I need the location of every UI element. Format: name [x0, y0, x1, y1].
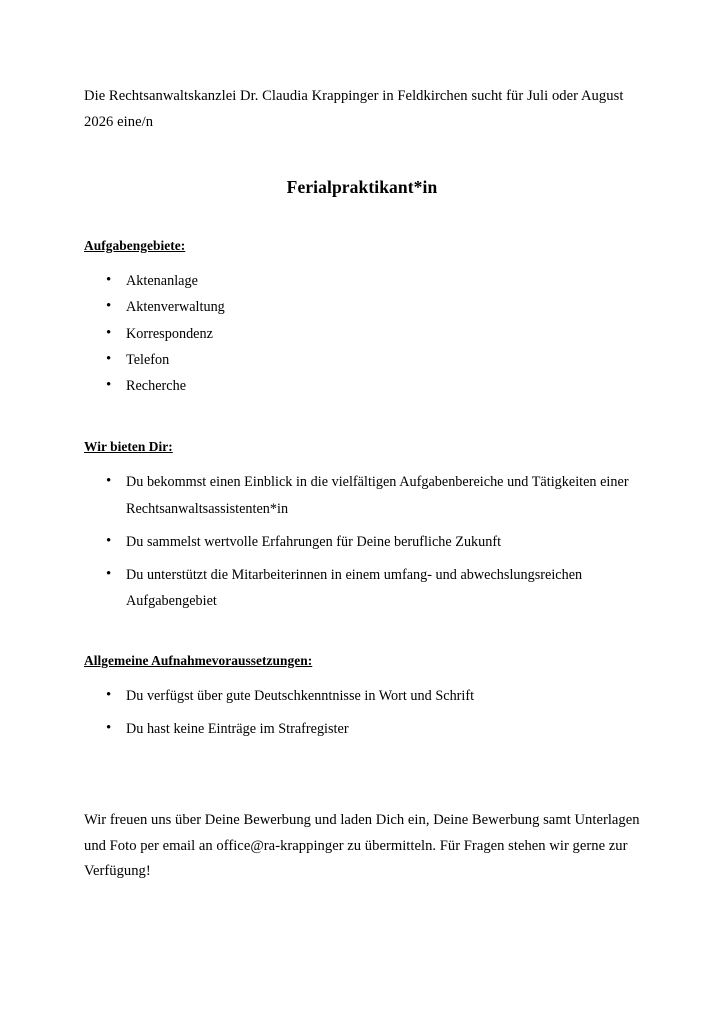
- list-item: • Telefon: [84, 347, 640, 373]
- list-aufgabengebiete: [84, 268, 640, 399]
- list-item: • Recherche: [84, 373, 640, 399]
- list-item: • Du bekommst einen Einblick in die vielfältigen Aufgabenbereiche und Tätigkeiten einer Rechtsanwaltsassistenten*in: [84, 469, 640, 522]
- list-item: • Du sammelst wertvolle Erfahrungen für Deine berufliche Zukunft: [84, 529, 640, 555]
- list-item: • Korrespondenz: [84, 321, 640, 347]
- section-heading-aufnahmevoraussetzungen: Allgemeine Aufnahmevoraussetzungen:: [84, 652, 313, 668]
- closing-paragraph: Wir freuen uns über Deine Bewerbung und laden Dich ein, Deine Bewerbung samt Unterlagen und Foto per email an office@ra-krappinger zu übermitteln. Für Fragen stehen wir gerne zur Verfügung!: [84, 812, 640, 880]
- intro-paragraph: Die Rechtsanwaltskanzlei Dr. Claudia Krappinger in Feldkirchen sucht für Juli oder August 2026 eine/n: [84, 88, 624, 130]
- page-title: Ferialpraktikant*in: [286, 177, 438, 198]
- section-heading-wir-bieten-dir: Wir bieten Dir:: [84, 439, 173, 455]
- list-item: • Du unterstützt die Mitarbeiterinnen in einem umfang- und abwechslungsreichen Aufgabengebiet: [84, 562, 640, 615]
- list-wir-bieten-dir: [84, 469, 640, 614]
- list-aufnahmevoraussetzungen: [84, 683, 640, 743]
- list-item: • Du verfügst über gute Deutschkenntnisse in Wort und Schrift: [84, 683, 640, 709]
- section-heading-aufgabengebiete: Aufgabengebiete:: [84, 238, 186, 254]
- list-item: • Du hast keine Einträge im Strafregister: [84, 716, 640, 742]
- list-item: • Aktenanlage: [84, 268, 640, 294]
- list-item: • Aktenverwaltung: [84, 294, 640, 320]
